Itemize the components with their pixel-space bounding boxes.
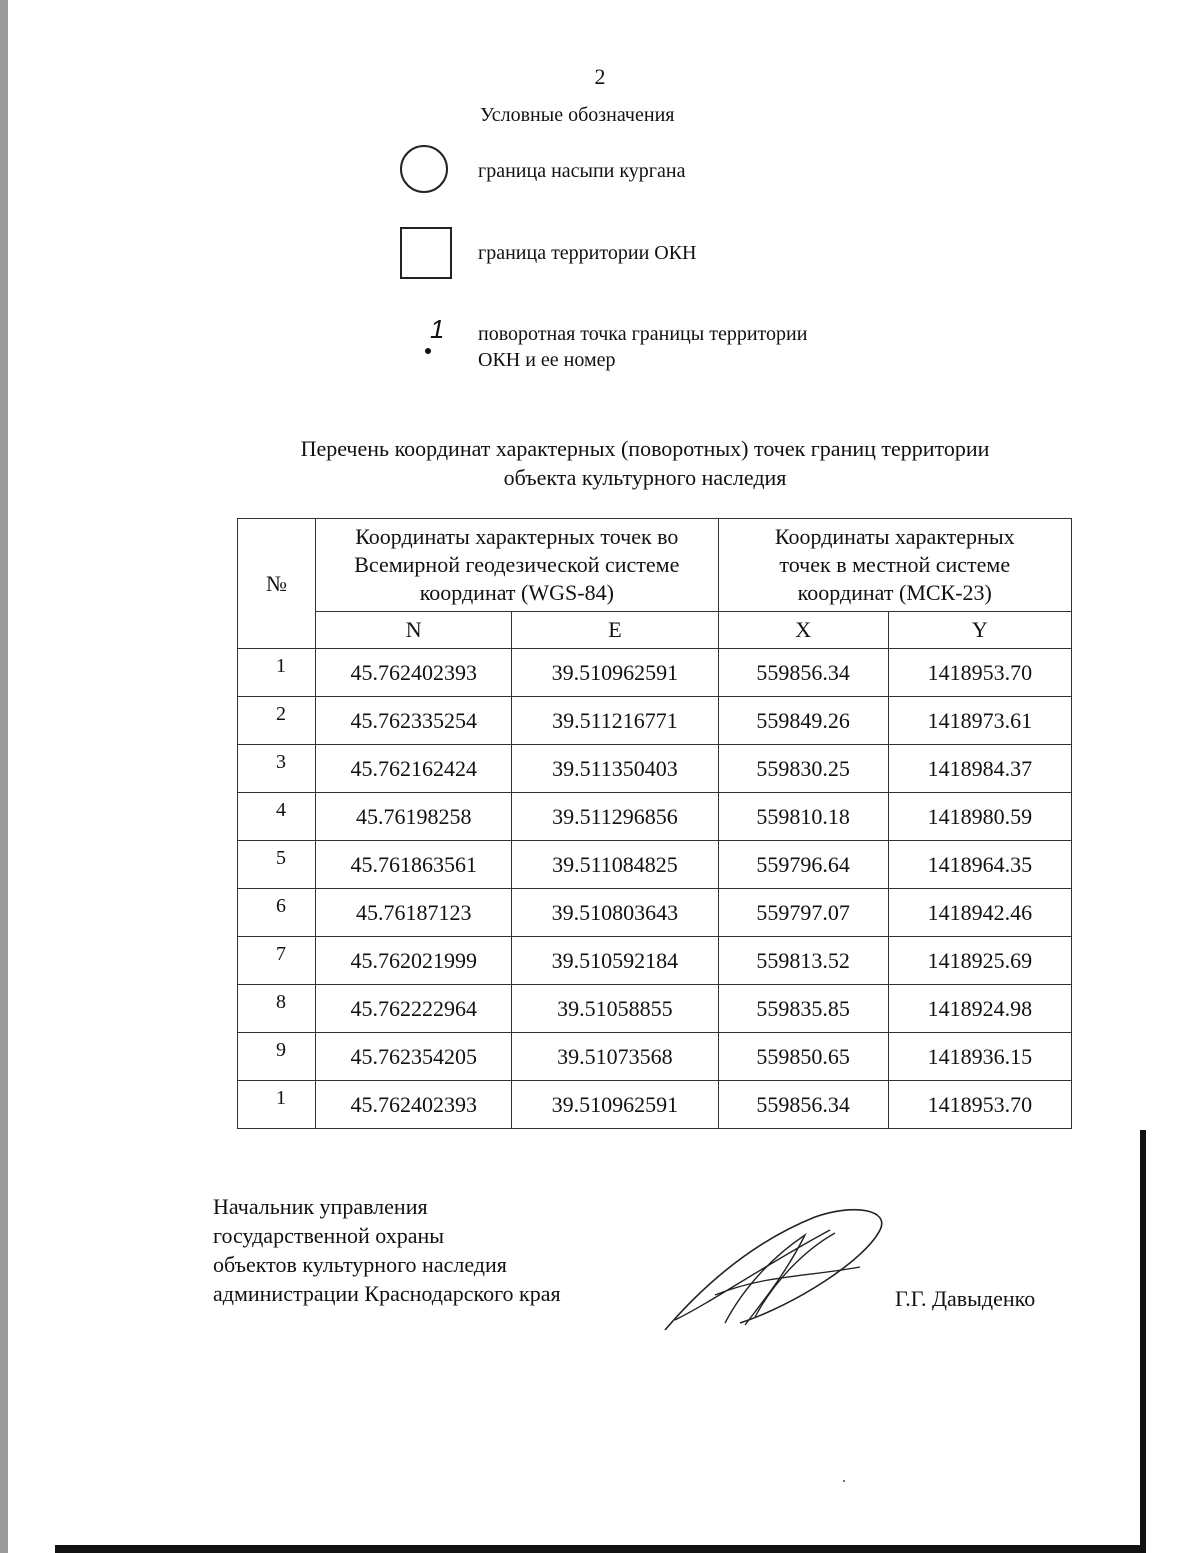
cell-num: 8 xyxy=(238,985,316,1033)
square-icon xyxy=(400,227,452,279)
signatory-name: Г.Г. Давыденко xyxy=(895,1286,1036,1311)
header-msk-line2: точек в местной системе xyxy=(779,552,1011,577)
cell-y: 1418924.98 xyxy=(888,985,1071,1033)
cell-n: 45.761863561 xyxy=(316,841,512,889)
table-row xyxy=(238,841,1072,889)
cell-x: 559810.18 xyxy=(718,793,888,841)
cell-num: 5 xyxy=(238,841,316,889)
table-body xyxy=(238,649,1072,1129)
page-number: 2 xyxy=(594,64,606,89)
coordinates-table xyxy=(237,518,1072,1129)
list-title-line1: Перечень координат характерных (поворотных) точек границ территории xyxy=(300,436,990,461)
cell-num: 7 xyxy=(238,937,316,985)
cell-e: 39.51073568 xyxy=(512,1033,718,1081)
cell-y: 1418925.69 xyxy=(888,937,1071,985)
header-wgs xyxy=(316,519,718,612)
table-row xyxy=(238,889,1072,937)
cell-y: 1418973.61 xyxy=(888,697,1071,745)
cell-n: 45.762402393 xyxy=(316,1081,512,1129)
scan-edge-left xyxy=(0,0,8,1553)
cell-n: 45.762162424 xyxy=(316,745,512,793)
cell-e: 39.510962591 xyxy=(512,649,718,697)
cell-num: 1 xyxy=(238,649,316,697)
legend-label-turning-point xyxy=(478,321,898,373)
table-row xyxy=(238,745,1072,793)
cell-e: 39.511350403 xyxy=(512,745,718,793)
cell-num: 6 xyxy=(238,889,316,937)
cell-x: 559830.25 xyxy=(718,745,888,793)
cell-e: 39.511296856 xyxy=(512,793,718,841)
cell-y: 1418964.35 xyxy=(888,841,1071,889)
header-msk xyxy=(718,519,1071,612)
cell-e: 39.51058855 xyxy=(512,985,718,1033)
cell-num: 2 xyxy=(238,697,316,745)
cell-num: 1 xyxy=(238,1081,316,1129)
signatory-line1: Начальник управления xyxy=(213,1194,428,1219)
cell-n: 45.762335254 xyxy=(316,697,512,745)
cell-y: 1418980.59 xyxy=(888,793,1071,841)
table-row xyxy=(238,985,1072,1033)
cell-x: 559796.64 xyxy=(718,841,888,889)
table-row xyxy=(238,649,1072,697)
list-title xyxy=(200,434,1090,492)
header-wgs-line3: координат (WGS-84) xyxy=(419,580,614,605)
cell-y: 1418984.37 xyxy=(888,745,1071,793)
legend-title: Условные обозначения xyxy=(480,104,675,126)
table-header-row xyxy=(238,519,1072,612)
header-e: E xyxy=(512,612,718,649)
cell-e: 39.511216771 xyxy=(512,697,718,745)
table-row xyxy=(238,697,1072,745)
legend-label-territory: граница территории ОКН xyxy=(478,242,697,264)
cell-y: 1418942.46 xyxy=(888,889,1071,937)
table-row xyxy=(238,1081,1072,1129)
table-row xyxy=(238,937,1072,985)
cell-e: 39.510592184 xyxy=(512,937,718,985)
cell-x: 559849.26 xyxy=(718,697,888,745)
point-number-icon: 1 xyxy=(430,314,445,344)
header-wgs-line1: Координаты характерных точек во xyxy=(355,524,679,549)
cell-x: 559797.07 xyxy=(718,889,888,937)
legend-label-turning-point-line1: поворотная точка границы территории xyxy=(478,323,808,345)
point-dot-icon xyxy=(425,348,431,354)
cell-x: 559813.52 xyxy=(718,937,888,985)
table-row xyxy=(238,793,1072,841)
header-msk-line3: координат (МСК-23) xyxy=(797,580,992,605)
cell-n: 45.762402393 xyxy=(316,649,512,697)
cell-n: 45.762354205 xyxy=(316,1033,512,1081)
cell-e: 39.510962591 xyxy=(512,1081,718,1129)
cell-n: 45.762222964 xyxy=(316,985,512,1033)
cell-x: 559850.65 xyxy=(718,1033,888,1081)
header-y: Y xyxy=(888,612,1071,649)
scan-edge-right xyxy=(1140,1130,1146,1553)
cell-y: 1418953.70 xyxy=(888,1081,1071,1129)
header-num: № xyxy=(238,519,316,649)
cell-num: 9 xyxy=(238,1033,316,1081)
cell-num: 3 xyxy=(238,745,316,793)
cell-n: 45.76187123 xyxy=(316,889,512,937)
cell-x: 559856.34 xyxy=(718,1081,888,1129)
scan-speck xyxy=(843,1480,845,1482)
cell-n: 45.76198258 xyxy=(316,793,512,841)
handwritten-signature xyxy=(655,1205,895,1335)
cell-y: 1418953.70 xyxy=(888,649,1071,697)
cell-y: 1418936.15 xyxy=(888,1033,1071,1081)
table-row xyxy=(238,1033,1072,1081)
cell-num: 4 xyxy=(238,793,316,841)
table-subheader-row xyxy=(238,612,1072,649)
scan-edge-bottom xyxy=(55,1545,1145,1553)
cell-x: 559856.34 xyxy=(718,649,888,697)
signatory-title xyxy=(213,1192,561,1308)
circle-icon xyxy=(400,145,448,193)
cell-x: 559835.85 xyxy=(718,985,888,1033)
cell-e: 39.510803643 xyxy=(512,889,718,937)
cell-e: 39.511084825 xyxy=(512,841,718,889)
signatory-line2: государственной охраны xyxy=(213,1223,445,1248)
list-title-line2: объекта культурного наследия xyxy=(503,465,787,490)
cell-n: 45.762021999 xyxy=(316,937,512,985)
signatory-line4: администрации Краснодарского края xyxy=(213,1281,561,1306)
header-msk-line1: Координаты характерных xyxy=(774,524,1015,549)
header-wgs-line2: Всемирной геодезической системе xyxy=(354,552,680,577)
header-n: N xyxy=(316,612,512,649)
header-x: X xyxy=(718,612,888,649)
legend-label-turning-point-line2: ОКН и ее номер xyxy=(478,349,616,371)
legend-label-mound: граница насыпи кургана xyxy=(478,160,686,182)
signatory-line3: объектов культурного наследия xyxy=(213,1252,507,1277)
